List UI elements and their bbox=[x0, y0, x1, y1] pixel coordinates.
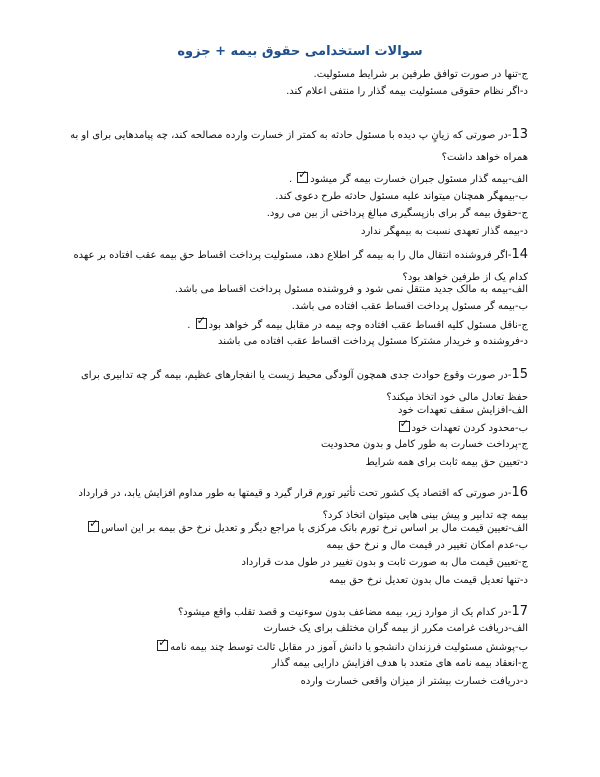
checked-box-icon bbox=[88, 521, 99, 532]
question-number: 14 bbox=[511, 247, 528, 262]
question-number: 17 bbox=[511, 604, 528, 619]
option-a: الف-افزایش سقف تعهدات خود bbox=[398, 405, 528, 416]
option-c: ج-تعیین قیمت مال به صورت ثابت و بدون تغییر در طول مدت قرارداد bbox=[241, 557, 528, 568]
option-b: ب-بیمهگر همچنان میتواند علیه مسئول حادثه طرح دعوی کند. bbox=[275, 191, 528, 202]
option-b: ب-عدم امکان تغییر در قیمت مال و نرخ حق بیمه bbox=[326, 540, 528, 551]
question-15-text bbox=[68, 364, 528, 409]
question-17-text bbox=[68, 601, 528, 624]
option-d: د-فروشنده و خریدار مشترکا مسئول پرداخت اقساط عقب افتاده می باشند bbox=[217, 336, 528, 347]
question-number: 16 bbox=[511, 485, 528, 500]
option-a: الف-بیمه به مالک جدید منتقل نمی شود و فروشنده مسئول پرداخت اقساط می باشد. bbox=[174, 284, 528, 295]
intro-line: د-اگر نظام حقوقی مسئولیت بیمه گذار را منتفی اعلام کند. bbox=[286, 86, 528, 97]
checked-box-icon bbox=[157, 640, 168, 651]
option-text: ب-پوشش مسئولیت فرزندان دانشجو یا دانش آموز در مقابل ثالث توسط چند بیمه نامه bbox=[170, 642, 528, 653]
option-b bbox=[155, 640, 528, 655]
option-d: د-تنها تعدیل قیمت مال بدون تعدیل نرخ حق بیمه bbox=[329, 575, 528, 586]
option-d: د-بیمه گذار تعهدی نسبت به بیمهگر ندارد bbox=[361, 226, 528, 237]
option-a bbox=[289, 172, 528, 187]
option-suffix: . bbox=[288, 174, 296, 185]
option-suffix: . bbox=[187, 320, 194, 331]
option-text: ب-محدود کردن تعهدات خود bbox=[411, 423, 528, 434]
question-number: 13 bbox=[511, 127, 528, 142]
option-d: د-تعیین حق بیمه ثابت برای همه شرایط bbox=[365, 457, 528, 468]
question-body: -در صورتی که زیانٍ پ دیده با مسئول حادثه به کمتر از خسارت وارده مصالحه کند، چه پیامدهایی برای او به همراه خواهد داشت؟ bbox=[70, 130, 528, 163]
option-d: د-دریافت خسارت بیشتر از میزان واقعی خسارت وارده bbox=[300, 676, 528, 687]
question-body: -در کدام یک از موارد زیر، بیمه مضاعف بدون سوءنیت و قصد تقلب واقع میشود؟ bbox=[177, 607, 512, 618]
question-body: -در صورتی که اقتصاد یک کشور تحت تأثیر تورم قرار گیرد و قیمتها به طور مداوم افزایش یابد، در قرارداد بیمه چه تدابیر و پیش بینی هایی میتوان اتخاذ کرد؟ bbox=[78, 488, 528, 521]
checked-box-icon bbox=[399, 421, 410, 432]
option-a bbox=[86, 521, 528, 536]
question-body: -در صورت وقوع حوادث جدی همچون آلودگی محیط زیست یا انفجارهای عظیم، بیمه گر چه تدابیری برای حفظ تعادل مالی خود اتخاذ میکند؟ bbox=[80, 370, 528, 403]
intro-line: ج-تنها در صورت توافق طرفین بر شرایط مسئولیت. bbox=[313, 69, 528, 80]
page-title: سوالات استخدامی حقوق بیمه + جزوه bbox=[177, 44, 423, 59]
option-c bbox=[187, 318, 528, 333]
option-c: ج-انعقاد بیمه نامه های متعدد با هدف افزایش دارایی بیمه گذار bbox=[272, 658, 528, 669]
question-13-text bbox=[68, 124, 528, 169]
option-c: ج-حقوق بیمه گر برای بازپسگیری مبالغ پرداختی از بین می رود. bbox=[266, 208, 528, 219]
question-number: 15 bbox=[511, 367, 528, 382]
option-b: ب-بیمه گر مسئول پرداخت اقساط عقب افتاده می باشد. bbox=[291, 301, 528, 312]
option-text: الف-تعیین قیمت مال بر اساس نرخ تورم بانک مرکزی یا مراجع دیگر و تعدیل نرخ حق بیمه بر این اساس bbox=[101, 523, 528, 534]
option-c: ج-پرداخت خسارت به طور کامل و بدون محدودیت bbox=[320, 439, 528, 450]
option-a: الف-دریافت غرامت مکرر از بیمه گران مختلف برای یک خسارت bbox=[263, 623, 528, 634]
option-text: ج-ناقل مسئول کلیه اقساط عقب افتاده وجه بیمه در مقابل بیمه گر خواهد بود bbox=[208, 320, 528, 331]
option-text: الف-بیمه گذار مسئول جبران خسارت بیمه گر میشود bbox=[310, 174, 528, 185]
option-b bbox=[397, 421, 528, 436]
checked-box-icon bbox=[297, 172, 308, 183]
checked-box-icon bbox=[196, 318, 207, 329]
question-body: -اگر فروشنده انتقال مال را به بیمه گر اطلاع دهد، مسئولیت پرداخت اقساط حق بیمه عقب افتاده بر عهده کدام یک از طرفین خواهد بود؟ bbox=[73, 250, 528, 283]
